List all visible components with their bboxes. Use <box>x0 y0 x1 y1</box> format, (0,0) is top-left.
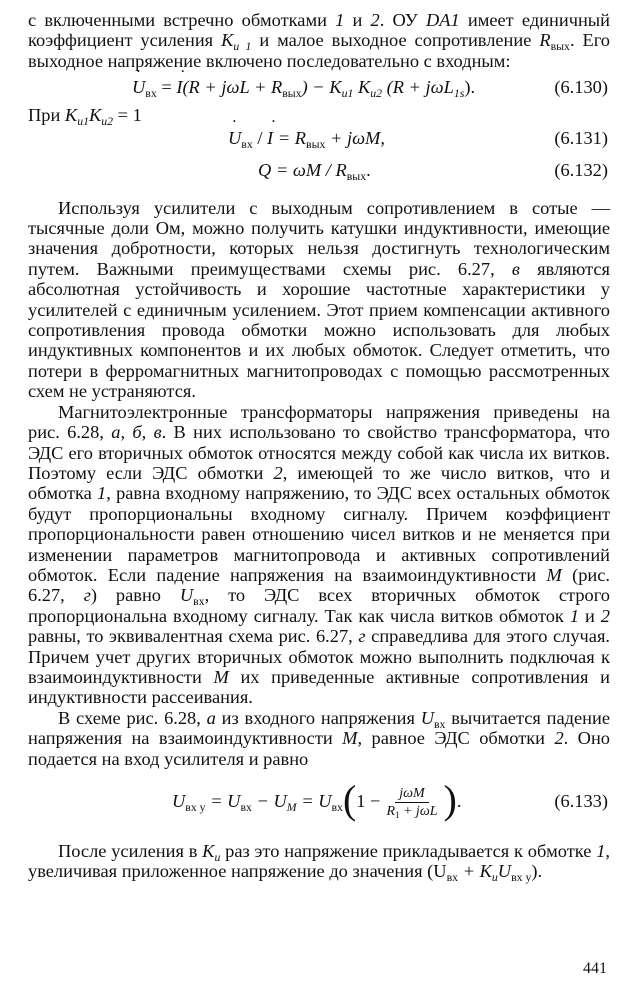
paragraph-1: с включенными встречно обмотками 1 и 2. ОУ DA1 имеет единичный коэффициент усиления $K_{u 1}$ и малое выходное сопротивление $R_{вых}$. Его выходное напряжение включено последовательно с входным: <box>28 10 610 71</box>
equation-6-131: ˙ $U_{вх}$ / ˙ $I = R_{вых} + j\omega M$, (6.131) <box>28 122 610 154</box>
fraction: $\frac{\text{jωM}}{R_1 + j\omega L}$ <box>386 786 438 821</box>
page-body <box>28 10 611 885</box>
equation-number: (6.133) <box>554 791 608 811</box>
paragraph-5: После усиления в $K_u$ раз это напряжение прикладывается к обмотке 1, увеличивая приложенное напряжение до значения $(U_{вх} + K_uU_{вх y})$. <box>28 841 610 885</box>
equation-number: (6.130) <box>554 77 608 98</box>
equation-number: (6.132) <box>554 159 608 180</box>
equation-6-133: $U_{вх y} = U_{вх} - U_M = U_{вх}(1$ − $\frac{\text{jωM}}{R_1 + j\omega L}$ ). (6.133) <box>28 769 610 833</box>
equation-6-130: ˙ $U_{вх}$ = ˙ $I(R + j\omega L + R_{вых}) - K_{u1}$ $K_{u2}$ (R + jωL$_{1s}$). (6.130) <box>28 71 610 103</box>
paragraph-3: Магнитоэлектронные трансформаторы напряжения приведены на рис. 6.28, а, б, в. В них использовано то свойство трансформатора, что ЭДС его вторичных обмоток относятся между собой как числа их витков. Поэтому если ЭДС обмотки 2, имеющей то же число витков, что и обмотка 1, равна входному напряжению, то ЭДС всех остальных обмоток будут пропорциональны входному сигналу. Причем коэффициент пропорциональности равен отношению чисел витков и не меняется при изменении параметров магнитопровода и активных сопротивлений обмоток. Если падение напряжения на взаимоиндуктивности M (рис. 6.27, г) равно $U_{вх}$, то ЭДС всех вторичных обмоток строго пропорциональна входному сигналу. Так как числа витков обмоток 1 и 2 равны, то эквивалентная схема рис. 6.27, г справедлива для этого случая. Причем учет других вторичных обмоток можно выполнить подключая к взаимоиндуктивности M их приведенные активные сопротивления и индуктивности рассеивания. <box>28 401 611 708</box>
condition-line: При $K_{u1}K_{u2} = 1$ <box>28 105 142 128</box>
page-number: 441 <box>583 960 607 977</box>
equation-6-132: $Q = \omega M / R_{вых}$. (6.132) <box>28 154 610 186</box>
paragraph-4: В схеме рис. 6.28, а из входного напряжения $U_{вх}$ вычитается падение напряжения на взаимоиндуктивности M, равное ЭДС обмотки 2. Оно подается на вход усилителя и равно <box>28 707 611 769</box>
equation-number: (6.131) <box>554 127 608 148</box>
paragraph-2: Используя усилители с выходным сопротивлением в сотые — тысячные доли Ом, можно получить катушки индуктивности, имеющие значения добротности, которых нельзя достигнуть технологическим путем. Важными преимуществами схемы рис. 6.27, в являются абсолютная устойчивость и хорошие частотные характеристики у усилителей с единичным усилением. Этот прием компенсации активного сопротивления провода обмотки можно использовать для любых индуктивных компонентов и их любых обмоток. Следует отметить, что потери в ферромагнитных магнитопроводах с помощью рассмотренных схем не устраняются. <box>28 197 610 402</box>
